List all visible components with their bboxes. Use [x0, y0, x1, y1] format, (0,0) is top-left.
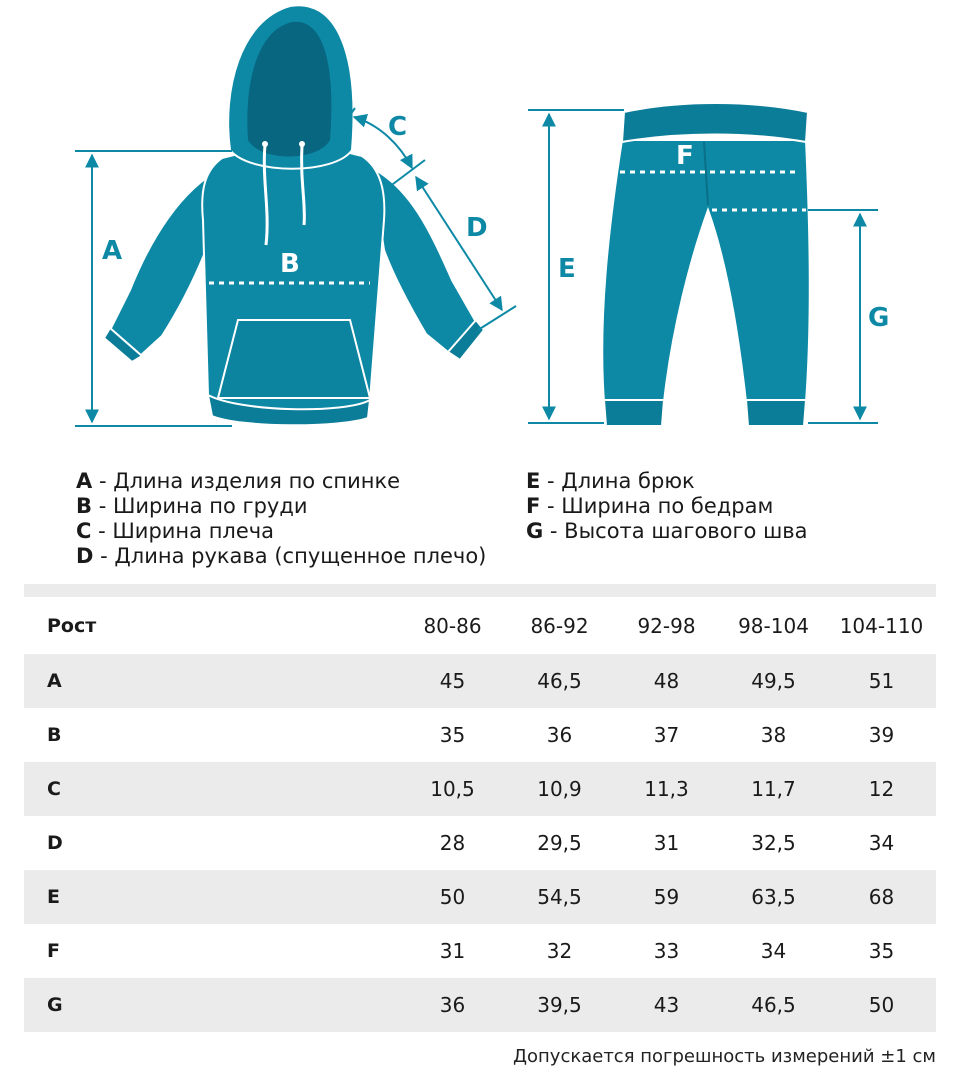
table-row-f	[24, 924, 936, 978]
table-cell: 48	[653, 669, 680, 693]
legend-text: - Длина брюк	[540, 469, 695, 493]
table-cell: 54,5	[537, 885, 582, 909]
table-cell: 11,3	[644, 777, 689, 801]
row-label: B	[47, 724, 62, 746]
legend-text: - Ширина по бедрам	[540, 494, 774, 518]
table-cell: 12	[868, 777, 895, 801]
table-cell: 36	[546, 723, 573, 747]
legend-item-d	[76, 544, 486, 569]
legend-text: - Длина рукава (спущенное плечо)	[93, 544, 487, 568]
table-cell: 11,7	[751, 777, 796, 801]
table-cell: 33	[653, 939, 680, 963]
table-cell: 31	[439, 939, 466, 963]
table-cell: 34	[760, 939, 787, 963]
legend-letter: G	[526, 519, 544, 543]
table-cell: 45	[439, 669, 466, 693]
table-cell: 35	[868, 939, 895, 963]
pants-illustration	[602, 103, 810, 426]
legend-item-b	[76, 494, 486, 519]
dimension-letter-g: G	[868, 303, 890, 333]
table-cell: 39,5	[537, 993, 582, 1017]
legend-item-g	[526, 519, 808, 544]
tolerance-note: Допускается погрешность измерений ±1 см	[512, 1046, 936, 1067]
dimension-letter-d: D	[466, 213, 488, 243]
legend-item-e	[526, 469, 808, 494]
table-row-a	[24, 654, 936, 708]
legend-letter: F	[526, 494, 541, 518]
header-label: Рост	[47, 614, 97, 637]
dimension-letter-f: F	[676, 141, 694, 171]
dimension-letter-a: A	[102, 236, 123, 266]
dimension-letter-b: B	[280, 249, 300, 279]
table-cell: 68	[868, 885, 895, 909]
size-table	[24, 584, 936, 1032]
table-cell: 43	[653, 993, 680, 1017]
table-top-bar	[24, 584, 936, 597]
legend-item-c	[76, 519, 486, 544]
table-cell: 36	[439, 993, 466, 1017]
legend-text: - Ширина плеча	[91, 519, 275, 543]
table-cell: 59	[653, 885, 680, 909]
size-header: 104-110	[839, 613, 924, 638]
row-label: C	[47, 778, 61, 800]
legend-letter: A	[76, 469, 93, 493]
table-cell: 29,5	[537, 831, 582, 855]
table-cell: 51	[868, 669, 895, 693]
legend-text: - Высота шагового шва	[543, 519, 808, 543]
legend-letter: C	[76, 519, 92, 543]
hoodie-illustration	[104, 5, 484, 425]
size-header: 86-92	[530, 613, 589, 638]
table-cell: 37	[653, 723, 680, 747]
table-row-d	[24, 816, 936, 870]
table-row-g	[24, 978, 936, 1032]
table-cell: 10,9	[537, 777, 582, 801]
table-cell: 38	[760, 723, 787, 747]
table-cell: 34	[868, 831, 895, 855]
size-header: 98-104	[738, 613, 809, 638]
row-label: F	[47, 940, 60, 962]
row-label: D	[47, 832, 63, 854]
legend-text: - Длина изделия по спинке	[92, 469, 401, 493]
table-cell: 28	[439, 831, 466, 855]
table-cell: 50	[868, 993, 895, 1017]
table-cell: 46,5	[751, 993, 796, 1017]
dimension-letter-e: E	[558, 254, 576, 284]
legend-text: - Ширина по груди	[92, 494, 308, 518]
table-row-c	[24, 762, 936, 816]
table-cell: 49,5	[751, 669, 796, 693]
table-cell: 32	[546, 939, 573, 963]
table-row-b	[24, 708, 936, 762]
table-cell: 31	[653, 831, 680, 855]
row-label: E	[47, 886, 60, 908]
legend-letter: E	[526, 469, 541, 493]
table-cell: 39	[868, 723, 895, 747]
legend-left	[76, 469, 486, 569]
table-cell: 46,5	[537, 669, 582, 693]
table-cell: 35	[439, 723, 466, 747]
row-label: G	[47, 994, 63, 1016]
legend-letter: B	[76, 494, 93, 518]
legend-right	[526, 469, 808, 544]
size-header: 80-86	[423, 613, 482, 638]
size-diagram	[0, 0, 960, 450]
legend-letter: D	[76, 544, 94, 568]
table-cell: 10,5	[430, 777, 475, 801]
table-row-e	[24, 870, 936, 924]
legend-item-a	[76, 469, 486, 494]
row-label: A	[47, 670, 62, 692]
table-cell: 50	[439, 885, 466, 909]
table-header-row	[24, 597, 936, 654]
table-cell: 63,5	[751, 885, 796, 909]
size-header: 92-98	[637, 613, 696, 638]
table-cell: 32,5	[751, 831, 796, 855]
legend-item-f	[526, 494, 808, 519]
dimension-letter-c: C	[388, 112, 408, 142]
